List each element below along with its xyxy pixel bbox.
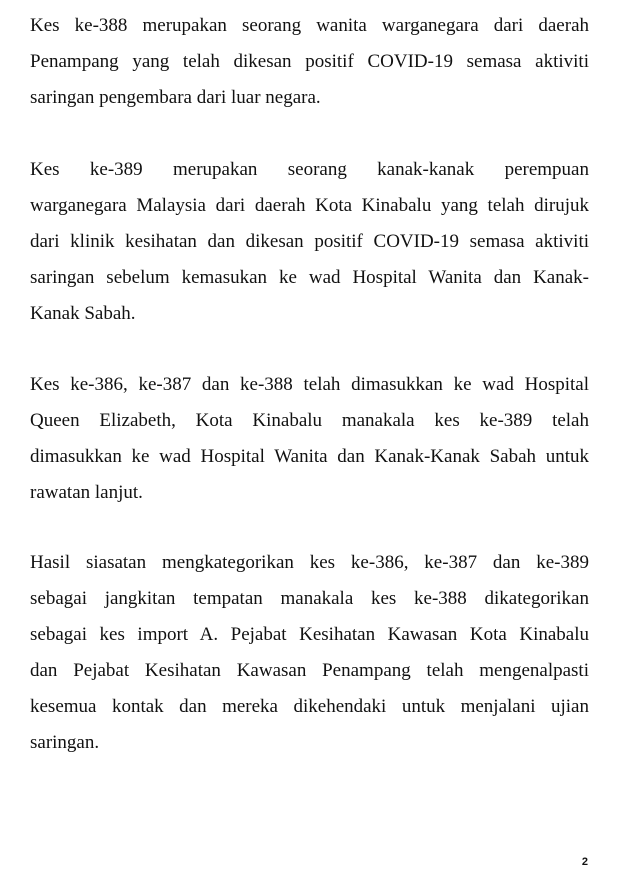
paragraph-investigation-results bbox=[30, 545, 589, 761]
paragraph-line: saringan. bbox=[30, 732, 100, 753]
paragraph-line: dimasukkan ke wad Hospital Wanita dan Kanak-Kanak Sabah untuk bbox=[30, 446, 589, 467]
page-number: 2 bbox=[581, 856, 588, 868]
paragraph-line: saringan pengembara dari luar negara. bbox=[30, 87, 321, 108]
paragraph-line: sebagai jangkitan tempatan manakala kes ke-388 dikategorikan bbox=[30, 588, 589, 609]
paragraph-line: Queen Elizabeth, Kota Kinabalu manakala kes ke-389 telah bbox=[30, 410, 589, 431]
paragraph-line: Penampang yang telah dikesan positif COVID-19 semasa aktiviti bbox=[30, 51, 589, 72]
paragraph-line: dari klinik kesihatan dan dikesan positif COVID-19 semasa aktiviti bbox=[30, 231, 589, 252]
paragraph-case-388 bbox=[30, 8, 589, 116]
paragraph-line: Hasil siasatan mengkategorikan kes ke-386, ke-387 dan ke-389 bbox=[30, 552, 589, 573]
paragraph-line: Kes ke-386, ke-387 dan ke-388 telah dimasukkan ke wad Hospital bbox=[30, 374, 589, 395]
paragraph-case-389 bbox=[30, 152, 589, 332]
paragraph-line: Kanak Sabah. bbox=[30, 303, 136, 324]
paragraph-hospital-admission bbox=[30, 367, 589, 511]
paragraph-line: warganegara Malaysia dari daerah Kota Kinabalu yang telah dirujuk bbox=[30, 195, 589, 216]
paragraph-line: sebagai kes import A. Pejabat Kesihatan Kawasan Kota Kinabalu bbox=[30, 624, 589, 645]
paragraph-line: rawatan lanjut. bbox=[30, 482, 143, 503]
paragraph-line: dan Pejabat Kesihatan Kawasan Penampang telah mengenalpasti bbox=[30, 660, 589, 681]
paragraph-line: saringan sebelum kemasukan ke wad Hospital Wanita dan Kanak- bbox=[30, 267, 589, 288]
paragraph-line: kesemua kontak dan mereka dikehendaki untuk menjalani ujian bbox=[30, 696, 589, 717]
paragraph-line: Kes ke-388 merupakan seorang wanita warganegara dari daerah bbox=[30, 15, 589, 36]
paragraph-line: Kes ke-389 merupakan seorang kanak-kanak perempuan bbox=[30, 159, 589, 180]
